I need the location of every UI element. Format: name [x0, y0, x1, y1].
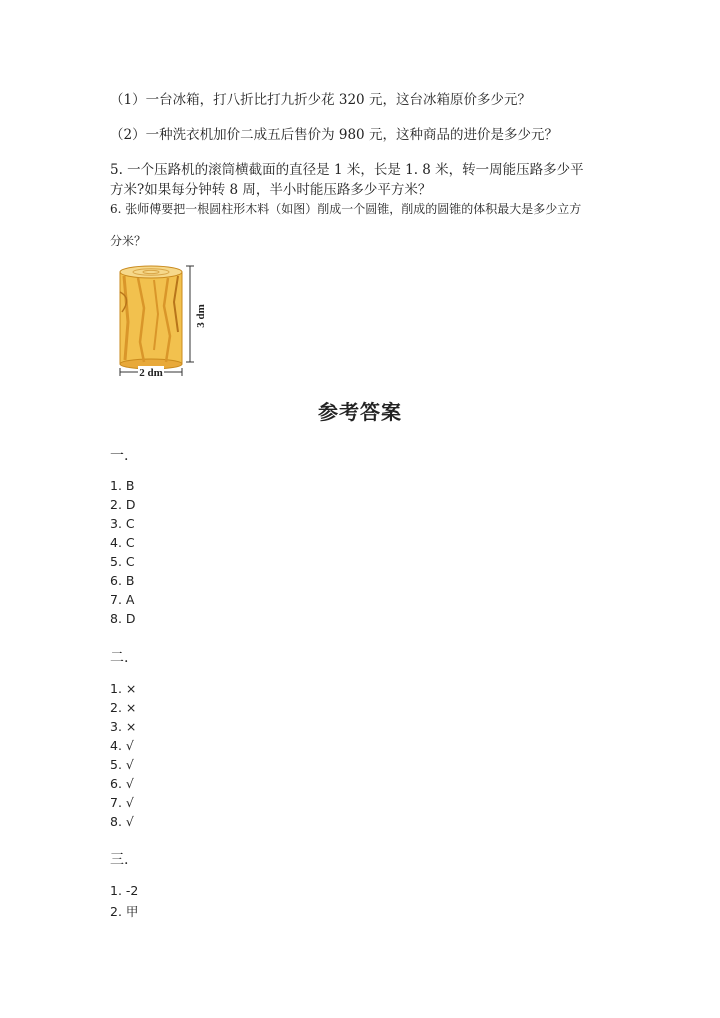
- cylinder-wood-figure: [114, 262, 214, 382]
- answer-item: 6. B: [110, 573, 135, 588]
- answer-key-title: 参考答案: [318, 400, 402, 424]
- section-heading: 二.: [110, 650, 129, 666]
- answer-item: 2. 甲: [110, 904, 139, 919]
- answer-item: 3. ×: [110, 719, 137, 734]
- answer-item: 1. ×: [110, 681, 137, 696]
- answer-item: 2. D: [110, 497, 136, 512]
- question-4-1: （1）一台冰箱，打八折比打九折少花 320 元，这台冰箱原价多少元？: [110, 92, 531, 108]
- question-4-2: （2）一种洗衣机加价二成五后售价为 980 元，这种商品的进价是多少元？: [110, 127, 558, 143]
- question-6-line-2: 分米？: [110, 234, 147, 248]
- answer-item: 5. C: [110, 554, 135, 569]
- question-5-line-1: 5. 一个压路机的滚筒横截面的直径是 1 米，长是 1. 8 米，转一周能压路多少平: [110, 162, 584, 178]
- cylinder-wood-illustration: [114, 262, 214, 382]
- answer-item: 5. √: [110, 757, 134, 772]
- answer-item: 1. B: [110, 478, 135, 493]
- height-label: 3 dm: [195, 304, 207, 328]
- answer-item: 4. C: [110, 535, 135, 550]
- section-heading: 一.: [110, 448, 129, 464]
- answer-item: 1. -2: [110, 883, 139, 898]
- answer-item: 8. √: [110, 814, 134, 829]
- question-5-line-2: 方米?如果每分钟转 8 周，半小时能压路多少平方米？: [110, 182, 432, 198]
- answer-item: 7. A: [110, 592, 135, 607]
- answer-item: 8. D: [110, 611, 136, 626]
- answer-item: 7. √: [110, 795, 134, 810]
- section-heading: 三.: [110, 852, 129, 868]
- answer-item: 6. √: [110, 776, 134, 791]
- question-6-line-1: 6. 张师傅要把一根圆柱形木料（如图）削成一个圆锥，削成的圆锥的体积最大是多少立方: [110, 202, 582, 216]
- width-label: 2 dm: [139, 367, 163, 379]
- answer-item: 2. ×: [110, 700, 137, 715]
- answer-item: 3. C: [110, 516, 135, 531]
- answer-item: 4. √: [110, 738, 134, 753]
